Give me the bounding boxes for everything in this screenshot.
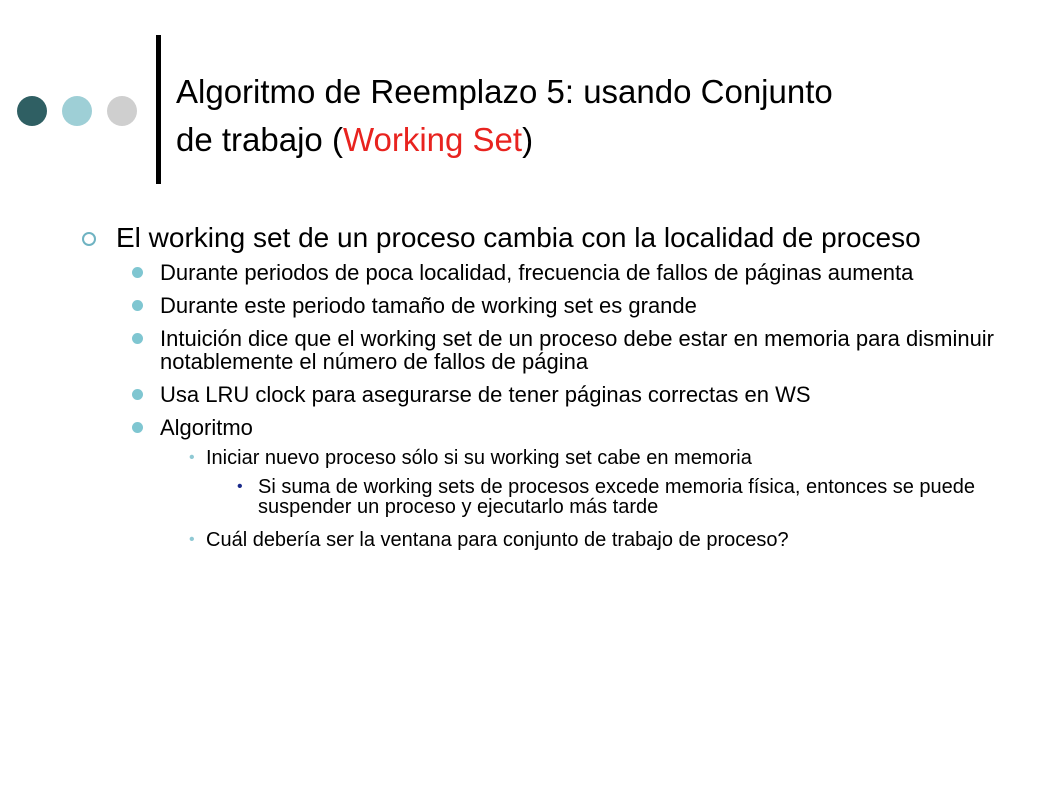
dark-teal-dot-icon bbox=[17, 96, 47, 126]
sub-bullet-text: Durante este periodo tamaño de working set es grande bbox=[160, 293, 697, 318]
sub-bullet-text: Durante periodos de poca localidad, frecuencia de fallos de páginas aumenta bbox=[160, 260, 914, 285]
sub-bullet bbox=[126, 261, 1022, 284]
algorithm-substep bbox=[224, 477, 1022, 517]
sub-bullet bbox=[126, 416, 1022, 551]
dot-bullet-icon bbox=[132, 389, 143, 400]
slide-body bbox=[82, 223, 1022, 563]
ring-bullet-icon bbox=[82, 232, 96, 246]
title-divider bbox=[156, 35, 161, 184]
algorithm-step bbox=[172, 447, 1022, 517]
dot-bullet-icon bbox=[132, 333, 143, 344]
dot-bullet-icon bbox=[132, 267, 143, 278]
small-dot-bullet-icon: • bbox=[189, 531, 195, 548]
title-line2-prefix: de trabajo ( bbox=[176, 121, 343, 158]
title-line2-suffix: ) bbox=[522, 121, 534, 158]
algorithm-substep-text: Si suma de working sets de procesos excede memoria física, entonces se puede suspender un proceso y ejecutarlo más tarde bbox=[258, 476, 976, 518]
gray-dot-icon bbox=[107, 96, 137, 126]
small-dot-bullet-icon: • bbox=[189, 449, 195, 466]
main-bullet bbox=[82, 223, 1022, 253]
light-teal-dot-icon bbox=[62, 96, 92, 126]
algorithm-substeps bbox=[206, 477, 1022, 517]
algorithm-step-text: Cuál debería ser la ventana para conjunto de trabajo de proceso? bbox=[206, 529, 789, 551]
dot-bullet-icon bbox=[132, 422, 143, 433]
decorative-dots bbox=[17, 96, 137, 128]
algorithm-step-text: Iniciar nuevo proceso sólo si su working set cabe en memoria bbox=[206, 447, 752, 469]
sub-bullet bbox=[126, 294, 1022, 317]
algorithm-steps bbox=[160, 447, 1022, 551]
sub-bullet bbox=[126, 327, 1022, 373]
sub-bullet-text: Algoritmo bbox=[160, 415, 253, 440]
slide-title bbox=[176, 68, 1036, 164]
main-bullet-text: El working set de un proceso cambia con la localidad de proceso bbox=[116, 222, 921, 253]
algorithm-step bbox=[172, 529, 1022, 551]
dot-bullet-icon bbox=[132, 300, 143, 311]
sub-bullet-text: Intuición dice que el working set de un proceso debe estar en memoria para disminuir notablemente el número de fallos de página bbox=[160, 326, 995, 374]
small-dot-bullet-icon: • bbox=[237, 478, 243, 495]
sub-bullet-text: Usa LRU clock para asegurarse de tener páginas correctas en WS bbox=[160, 382, 811, 407]
title-line1: Algoritmo de Reemplazo 5: usando Conjunto bbox=[176, 73, 833, 110]
sub-bullet bbox=[126, 383, 1022, 406]
sub-bullet-list bbox=[82, 261, 1022, 551]
title-accent: Working Set bbox=[342, 121, 523, 158]
